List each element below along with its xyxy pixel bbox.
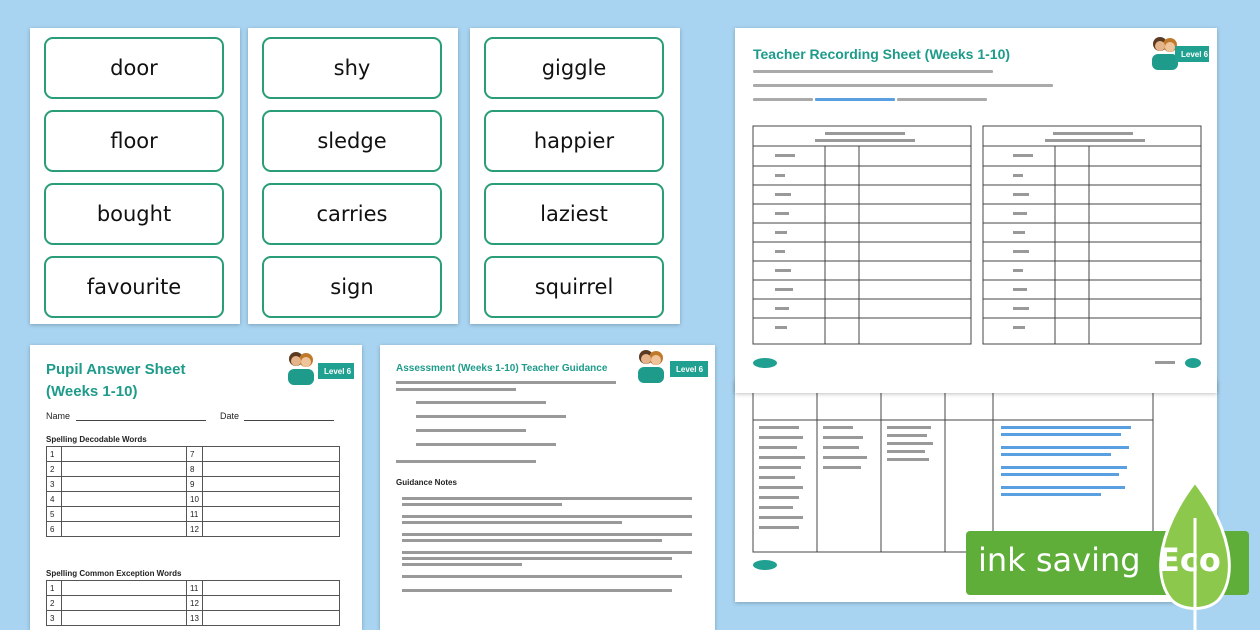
word-card: happier bbox=[484, 110, 664, 172]
word-card: bought bbox=[44, 183, 224, 245]
table-row: 2 8 bbox=[47, 462, 340, 477]
word-card-sheet-2 bbox=[248, 28, 458, 324]
section-heading: Spelling Common Exception Words bbox=[46, 569, 182, 578]
date-label: Date bbox=[220, 411, 240, 421]
table-row: 3 13 bbox=[47, 611, 340, 626]
table-row: 5 11 bbox=[47, 507, 340, 522]
guidance-notes-heading: Guidance Notes bbox=[396, 478, 457, 487]
level-badge: Level 6 bbox=[318, 363, 354, 379]
word-card-sheet-3 bbox=[470, 28, 680, 324]
level-badge: Level 6 bbox=[1175, 46, 1209, 62]
answer-table-1 bbox=[46, 446, 340, 537]
recording-sheet bbox=[735, 28, 1217, 393]
name-label: Name bbox=[46, 411, 71, 421]
word-card: sledge bbox=[262, 110, 442, 172]
recording-table-graphic bbox=[735, 28, 1217, 393]
table-row: 1 7 bbox=[47, 447, 340, 462]
answer-table-2 bbox=[46, 580, 340, 626]
word-card: door bbox=[44, 37, 224, 99]
eco-label: Eco bbox=[1158, 541, 1221, 579]
word-card: carries bbox=[262, 183, 442, 245]
word-card: laziest bbox=[484, 183, 664, 245]
pupil-answer-sheet bbox=[30, 345, 362, 630]
table-row: 1 11 bbox=[47, 581, 340, 596]
guidance-sheet bbox=[380, 345, 715, 630]
word-card: floor bbox=[44, 110, 224, 172]
recording-sheet-title: Teacher Recording Sheet (Weeks 1-10) bbox=[753, 46, 1011, 62]
pupil-avatars-icon bbox=[286, 349, 316, 387]
section-heading: Spelling Decodable Words bbox=[46, 435, 147, 444]
word-card: favourite bbox=[44, 256, 224, 318]
ink-saving-text: ink saving bbox=[978, 541, 1141, 579]
table-row: 4 10 bbox=[47, 492, 340, 507]
word-card: sign bbox=[262, 256, 442, 318]
table-row: 3 9 bbox=[47, 477, 340, 492]
word-card: giggle bbox=[484, 37, 664, 99]
word-card-sheet-1 bbox=[30, 28, 240, 324]
word-card: shy bbox=[262, 37, 442, 99]
word-card: squirrel bbox=[484, 256, 664, 318]
level-badge: Level 6 bbox=[670, 361, 708, 377]
guidance-text-graphic bbox=[380, 345, 715, 630]
table-row: 2 12 bbox=[47, 596, 340, 611]
table-row: 6 12 bbox=[47, 522, 340, 537]
pupil-sheet-title: Pupil Answer Sheet bbox=[46, 361, 186, 378]
pupil-sheet-subtitle: (Weeks 1-10) bbox=[46, 383, 138, 400]
guidance-title: Assessment (Weeks 1-10) Teacher Guidance bbox=[396, 363, 608, 374]
date-line bbox=[244, 420, 334, 421]
name-line bbox=[76, 420, 206, 421]
